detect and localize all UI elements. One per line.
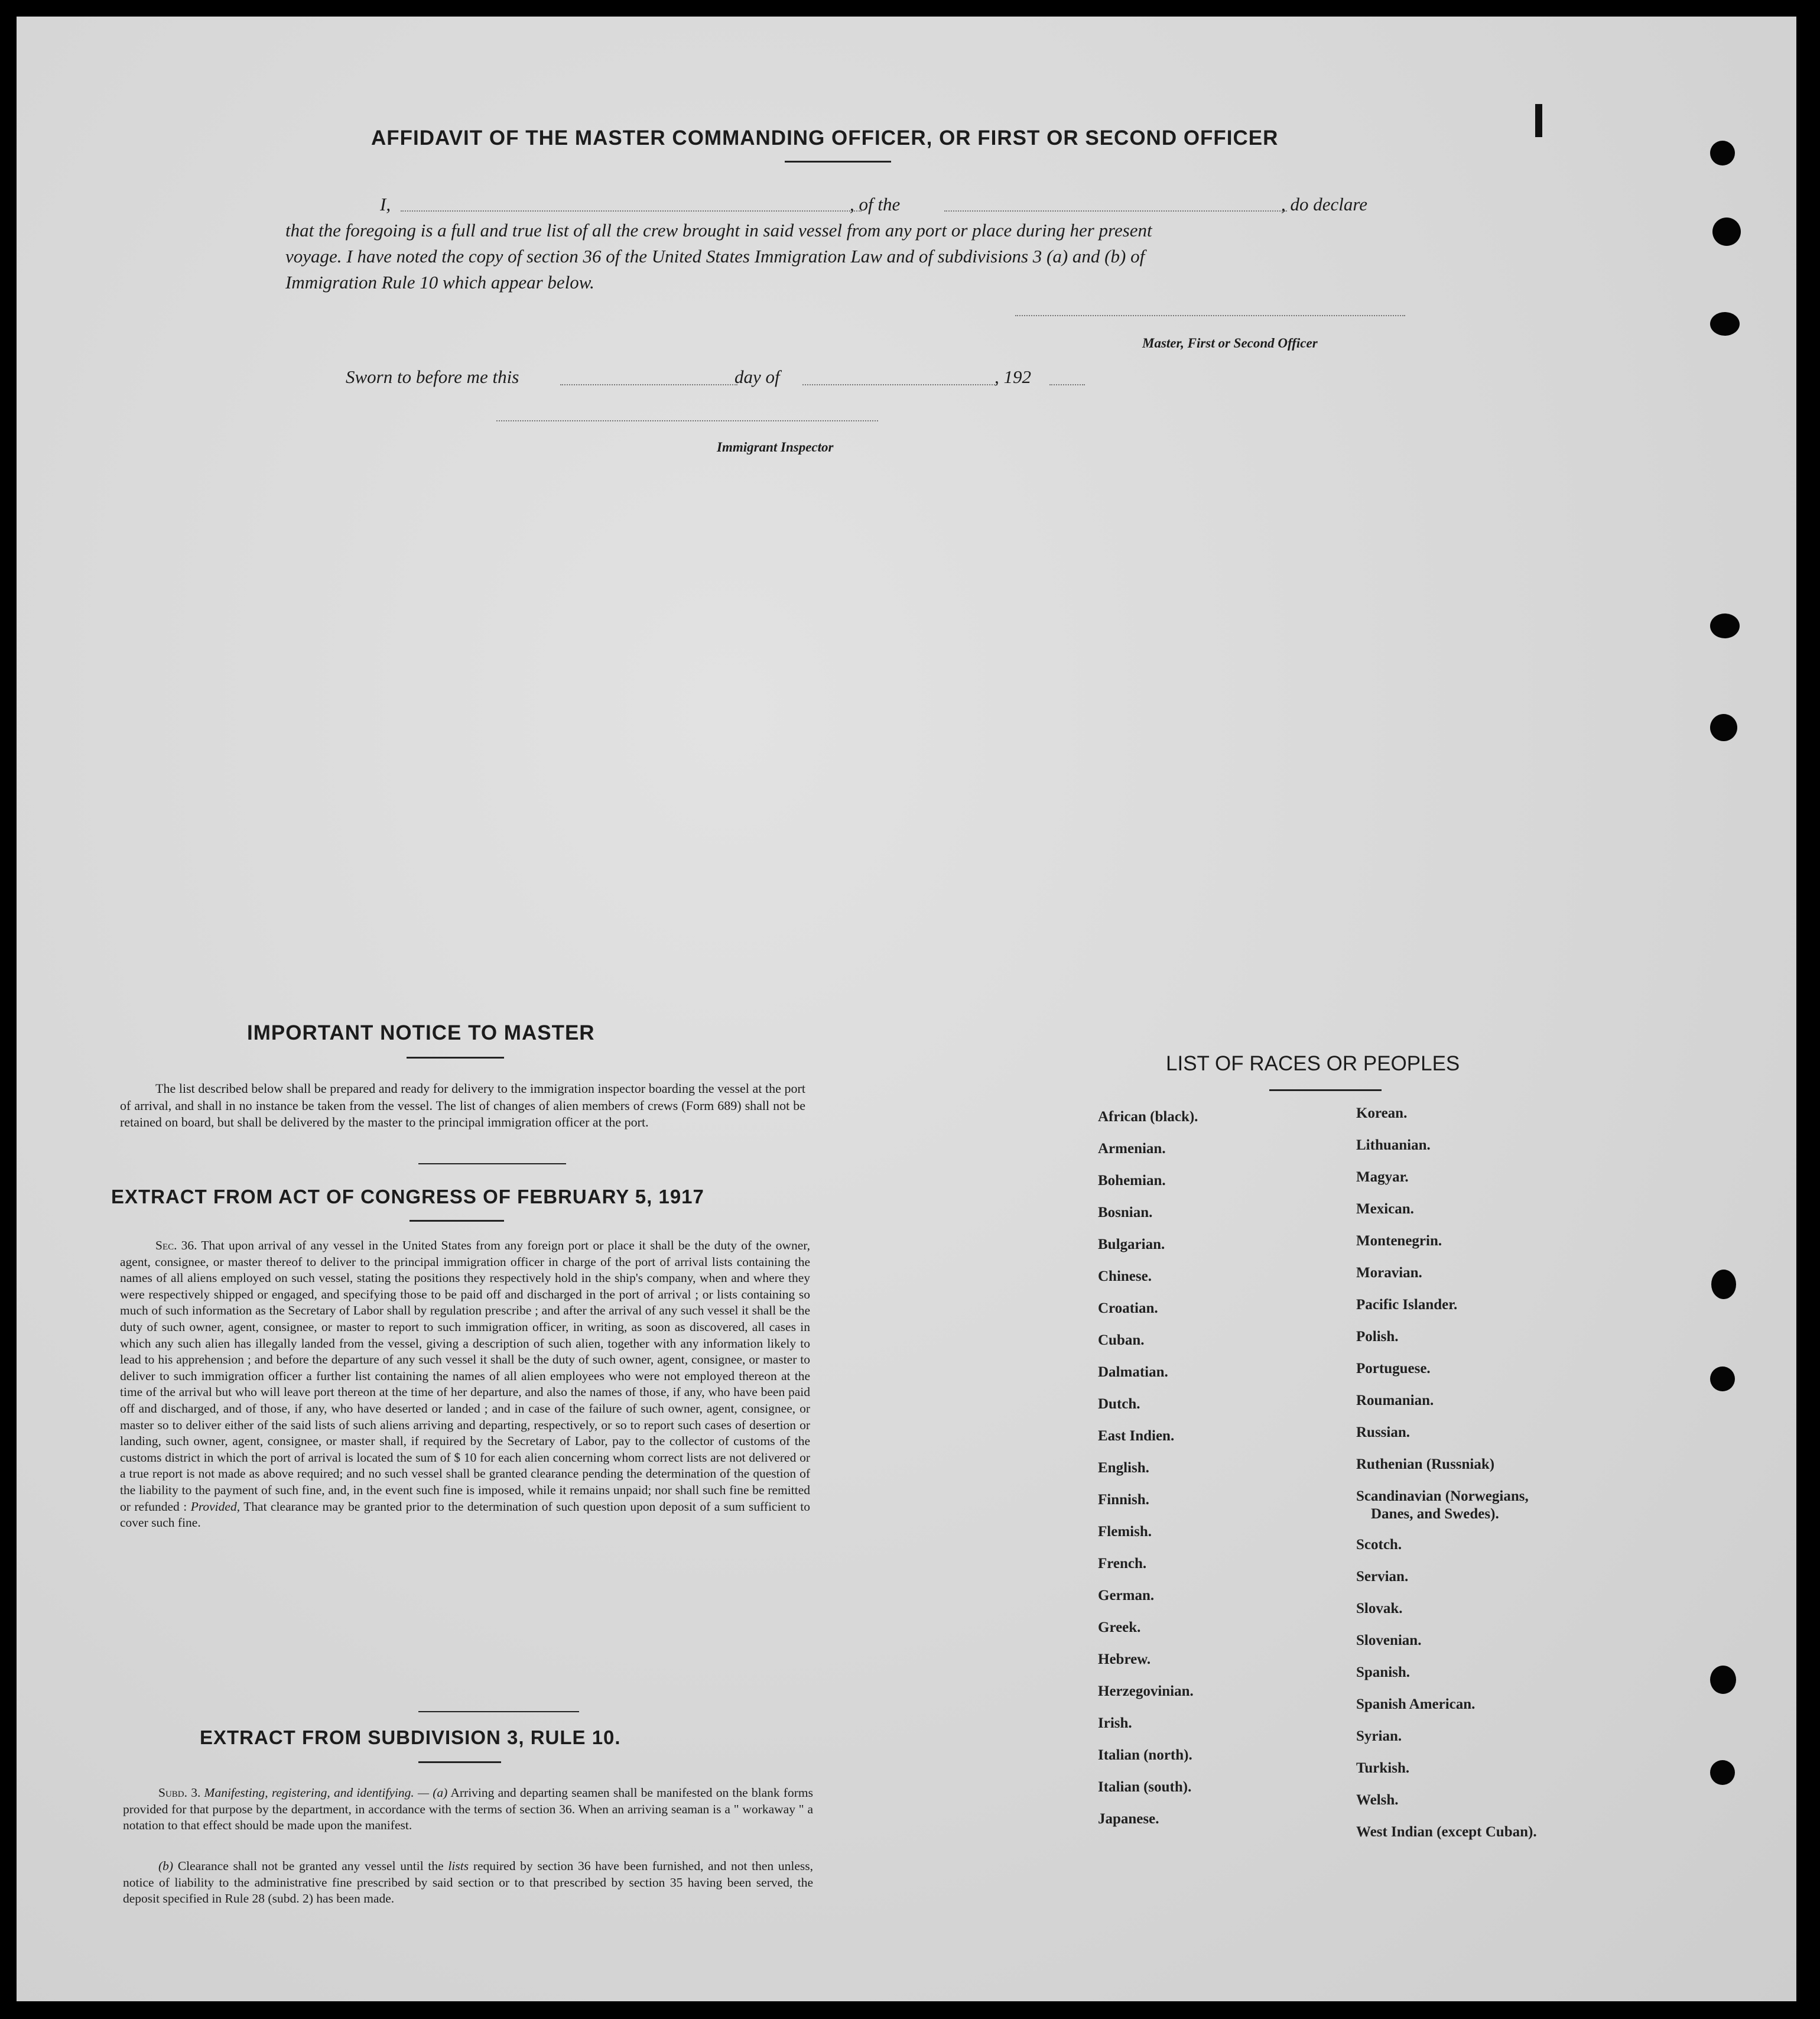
binder-hole bbox=[1710, 1666, 1736, 1694]
race-item: Magyar. bbox=[1356, 1169, 1409, 1185]
sworn-label: Sworn to before me this bbox=[346, 366, 519, 387]
rule-para-b-lists: lists bbox=[448, 1859, 469, 1873]
rule-extract-title-rule bbox=[418, 1761, 501, 1763]
race-item: Hebrew. bbox=[1098, 1651, 1151, 1667]
race-item: Finnish. bbox=[1098, 1492, 1149, 1508]
race-item: Spanish. bbox=[1356, 1664, 1410, 1680]
race-item: Dutch. bbox=[1098, 1396, 1140, 1412]
race-item: English. bbox=[1098, 1460, 1149, 1476]
race-item: Servian. bbox=[1356, 1569, 1409, 1585]
notice-title: IMPORTANT NOTICE TO MASTER bbox=[247, 1021, 595, 1044]
affidavit-line-4: Immigration Rule 10 which appear below. bbox=[285, 272, 594, 293]
binder-hole bbox=[1712, 218, 1741, 246]
act-tail-text: That clearance may be granted prior to the determination of such question upon deposit of a sum sufficient to cover such fine. bbox=[120, 1499, 811, 1530]
rule-para-a-prefix: — (a) bbox=[417, 1786, 448, 1800]
binder-hole bbox=[1710, 614, 1740, 638]
binder-hole bbox=[1710, 141, 1735, 165]
race-item: Roumanian. bbox=[1356, 1392, 1434, 1408]
race-item: Bosnian. bbox=[1098, 1205, 1153, 1221]
race-item: Bulgarian. bbox=[1098, 1236, 1165, 1252]
affidavit-title-rule bbox=[785, 161, 891, 163]
act-sec-label: Sec. 36. bbox=[155, 1238, 197, 1252]
race-item: Cuban. bbox=[1098, 1332, 1145, 1348]
affidavit-line-2: that the foregoing is a full and true list of all the crew brought in said vessel from any port or place during her present bbox=[285, 220, 1152, 241]
race-item: Pacific Islander. bbox=[1356, 1297, 1458, 1313]
race-item: Polish. bbox=[1356, 1329, 1399, 1345]
race-item: Korean. bbox=[1356, 1105, 1408, 1121]
affidavit-of-the-label: , of the bbox=[850, 194, 901, 215]
race-item: Armenian. bbox=[1098, 1141, 1166, 1157]
race-item: Flemish. bbox=[1098, 1524, 1152, 1540]
race-item: Irish. bbox=[1098, 1715, 1132, 1731]
race-item: Scandinavian (Norwegians, bbox=[1356, 1488, 1529, 1504]
race-item: African (black). bbox=[1098, 1109, 1198, 1125]
year-label: , 192 bbox=[994, 366, 1031, 387]
rule-para-a bbox=[123, 1785, 813, 1834]
race-item: Montenegrin. bbox=[1356, 1233, 1442, 1249]
race-item: Greek. bbox=[1098, 1619, 1141, 1635]
rule-extract-title: EXTRACT FROM SUBDIVISION 3, RULE 10. bbox=[200, 1726, 621, 1748]
inspector-label: Immigrant Inspector bbox=[717, 440, 834, 455]
affidavit-title: AFFIDAVIT OF THE MASTER COMMANDING OFFICER, OR FIRST OR SECOND OFFICER bbox=[371, 126, 1279, 150]
notice-end-rule bbox=[418, 1163, 566, 1164]
affidavit-vessel-blank bbox=[944, 210, 1287, 212]
act-body-text: That upon arrival of any vessel in the United States from any foreign port or place it shall be the duty of the owner, agent, consignee, or master thereof to deliver to the principal immigration officer in charge of the port of arrival lists containing the names of all aliens employed on such vessel, stating the positions they respectively hold in the ship's company, when and where they were respectively shipped or engaged, and specifying those to be paid off and discharged in the port of arrival ; or lists containing so much of such information as the Secretary of Labor shall by regulation prescribe ; and after the arrival of any such vessel it shall be the duty of such owner, agent, consignee, or master to report to such immigration officer, in writing, as soon as discovered, all cases in which any such alien has illegally landed from the vessel, giving a description of such alien, together with any information likely to lead to his apprehension ; and before the departure of any such vessel it shall be the duty of such owner, agent, consignee, or master to deliver to such immigration officer a further list containing the names of all alien employees who were not employed thereon at the time of the arrival but who will leave port thereon at the time of her departure, and also the names of those, if any, who have been paid off and discharged, and of those, if any, who have deserted or landed ; and in case of the failure of such owner, agent, consignee, or master so to deliver either of the said lists of such aliens arriving and departing, respectively, or so to report such cases of desertion or landing, such owner, agent, consignee, or master shall, if required by the Secretary of Labor, pay to the collector of customs of the customs district in which the port of arrival is located the sum of $ 10 for each alien concerning whom correct lists are not delivered or a true report is not made as above required; and no such vessel shall be granted clearance pending the determination of the question of the liability to the payment of such fine, and, in the event such fine is imposed, while it remains unpaid; nor shall such fine be remitted or refunded : bbox=[120, 1238, 810, 1514]
race-item: Lithuanian. bbox=[1356, 1137, 1431, 1153]
race-item: Italian (south). bbox=[1098, 1779, 1192, 1795]
race-item: Scotch. bbox=[1356, 1537, 1402, 1553]
master-signature-label: Master, First or Second Officer bbox=[1142, 336, 1318, 350]
notice-title-rule bbox=[407, 1057, 504, 1059]
race-item: West Indian (except Cuban). bbox=[1356, 1824, 1537, 1840]
sworn-month-blank bbox=[802, 384, 997, 385]
day-of-label: day of bbox=[734, 366, 780, 387]
rule-para-b-text-1: Clearance shall not be granted any vessel until the bbox=[177, 1859, 444, 1873]
rule-para-b-prefix: (b) bbox=[158, 1859, 174, 1873]
inspector-signature-line bbox=[496, 420, 878, 421]
act-extract-title: EXTRACT FROM ACT OF CONGRESS OF FEBRUARY 5, 1917 bbox=[111, 1186, 704, 1207]
race-item: Spanish American. bbox=[1356, 1696, 1476, 1712]
binder-hole bbox=[1710, 312, 1740, 336]
rule-para-b bbox=[123, 1858, 813, 1907]
races-title: LIST OF RACES OR PEOPLES bbox=[1166, 1052, 1460, 1075]
rule-subd-heading: Manifesting, registering, and identifying. bbox=[204, 1786, 414, 1800]
races-title-rule bbox=[1269, 1089, 1382, 1091]
race-item: Danes, and Swedes). bbox=[1371, 1506, 1499, 1522]
race-item: Dalmatian. bbox=[1098, 1364, 1168, 1380]
sworn-year-blank bbox=[1049, 384, 1085, 385]
binder-hole bbox=[1710, 1366, 1735, 1391]
race-item: Herzegovinian. bbox=[1098, 1683, 1194, 1699]
scan-mark bbox=[1535, 104, 1542, 137]
race-item: Slovak. bbox=[1356, 1601, 1403, 1617]
race-item: Syrian. bbox=[1356, 1728, 1402, 1744]
rule-para-a-text: Arriving and departing seamen shall be manifested on the blank forms provided for that purpose by the department, in accordance with the terms of section 36. When an arriving seaman is a " workaway " a notation to that effect should be made upon the manifest. bbox=[123, 1786, 813, 1833]
binder-hole bbox=[1710, 714, 1737, 741]
race-item: Ruthenian (Russniak) bbox=[1356, 1456, 1495, 1472]
affidavit-do-declare: , do declare bbox=[1281, 194, 1368, 215]
affidavit-line-3: voyage. I have noted the copy of section 36 of the United States Immigration Law and of subdivisions 3 (a) and (b) of bbox=[285, 246, 1145, 267]
race-item: Welsh. bbox=[1356, 1792, 1399, 1808]
race-item: Mexican. bbox=[1356, 1201, 1414, 1217]
rule-subd-label: Subd. 3. bbox=[158, 1786, 201, 1800]
race-item: Slovenian. bbox=[1356, 1632, 1422, 1648]
affidavit-i-label: I, bbox=[380, 194, 391, 215]
race-item: Portuguese. bbox=[1356, 1361, 1431, 1377]
master-signature-line bbox=[1015, 315, 1405, 316]
race-item: Italian (north). bbox=[1098, 1747, 1192, 1763]
race-item: French. bbox=[1098, 1556, 1147, 1572]
race-item: German. bbox=[1098, 1588, 1155, 1603]
race-item: Croatian. bbox=[1098, 1300, 1158, 1316]
race-item: Turkish. bbox=[1356, 1760, 1410, 1776]
race-item: Russian. bbox=[1356, 1424, 1410, 1440]
act-extract-body bbox=[120, 1238, 810, 1531]
rule-para-b-text-2: required by section 36 have been furnished, and not then unless, notice of liability to the administrative fine prescribed by said section or to that prescribed by section 35 having been served, the deposit specified in Rule 28 (subd. 2) has been made. bbox=[123, 1859, 814, 1906]
act-extract-title-rule bbox=[410, 1220, 504, 1222]
race-item: Japanese. bbox=[1098, 1811, 1159, 1827]
affidavit-name-blank bbox=[401, 210, 862, 212]
race-item: Chinese. bbox=[1098, 1268, 1152, 1284]
binder-hole bbox=[1710, 1760, 1735, 1785]
race-item: Moravian. bbox=[1356, 1265, 1422, 1281]
act-provided: Provided, bbox=[190, 1499, 240, 1514]
race-item: East Indien. bbox=[1098, 1428, 1175, 1444]
notice-body: The list described below shall be prepared and ready for delivery to the immigration inspector boarding the vessel at the port of arrival, and shall in no instance be taken from the vessel. The list of changes of alien members of crews (Form 689) shall not be retained on board, but shall be delivered by the master to the principal immigration officer at the port. bbox=[120, 1081, 805, 1129]
document-sheet bbox=[17, 17, 1796, 2001]
sworn-day-blank bbox=[560, 384, 737, 385]
race-item: Bohemian. bbox=[1098, 1173, 1166, 1189]
binder-hole bbox=[1711, 1270, 1736, 1299]
act-end-rule bbox=[418, 1711, 579, 1712]
